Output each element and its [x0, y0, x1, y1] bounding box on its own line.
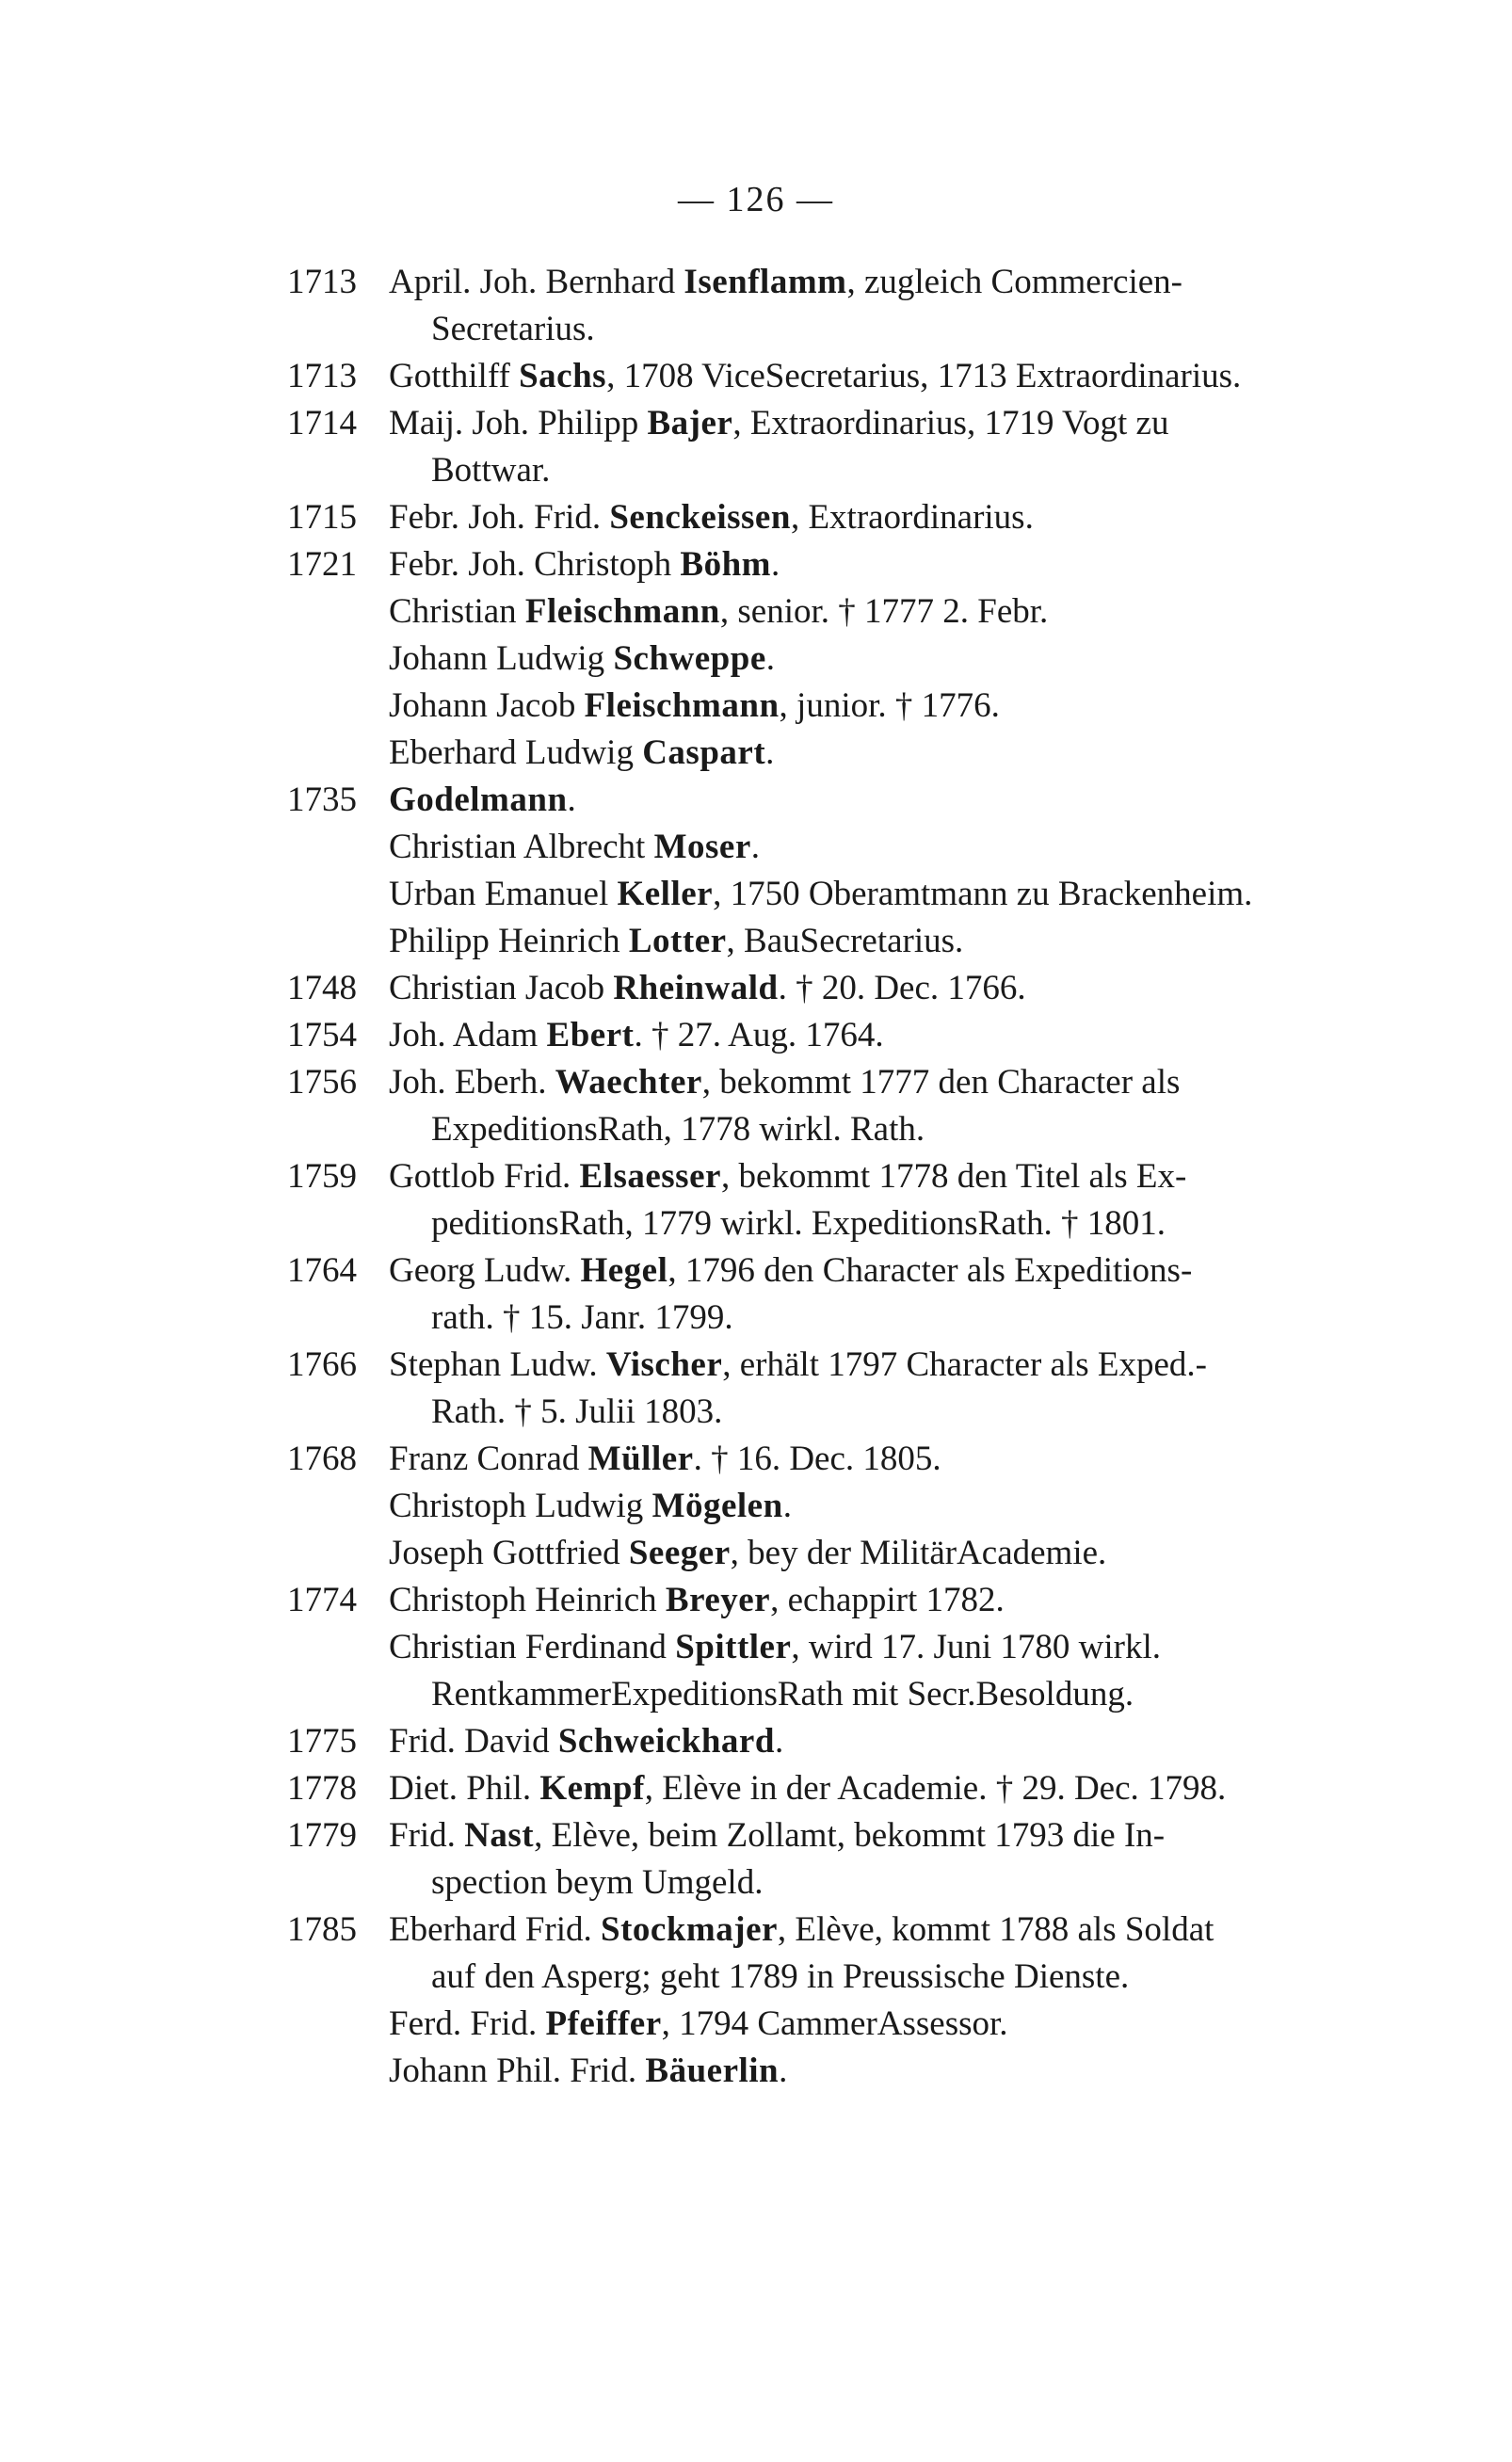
entry-year: 1766: [287, 1345, 357, 1384]
entry-line: [389, 871, 1445, 918]
register-entry: [287, 1765, 1445, 1812]
register-entry: [287, 1624, 1445, 1718]
entry-line: [389, 918, 1445, 965]
register-entry: [287, 1153, 1445, 1247]
entry-suffix-text: , zugleich Commercien-: [846, 263, 1182, 301]
entry-text: [389, 871, 1445, 918]
entry-year: 1785: [287, 1910, 357, 1949]
entry-suffix-text: .: [770, 545, 780, 584]
entry-prefix-text: Gotthilff: [389, 357, 520, 395]
entry-prefix-text: spection beym Umgeld.: [431, 1863, 764, 1902]
entry-prefix-text: Maij. Joh. Philipp: [389, 404, 648, 443]
register-entry: [287, 1247, 1445, 1342]
entry-line: [389, 1342, 1445, 1389]
entry-surname: Senckeissen: [609, 498, 791, 537]
page-number: — 126 —: [678, 180, 834, 219]
entry-prefix-text: Gottlob Frid.: [389, 1157, 580, 1196]
entry-surname: Böhm: [680, 545, 771, 584]
entry-list: [287, 259, 1445, 2095]
register-entry: [287, 1436, 1445, 1483]
register-entry: [287, 1577, 1445, 1624]
entry-text: [389, 1530, 1445, 1577]
register-entry: [287, 1718, 1445, 1765]
entry-suffix-text: , senior. † 1777 2. Febr.: [719, 592, 1049, 631]
entry-suffix-text: , bey der MilitärAcademie.: [730, 1534, 1107, 1572]
entry-year: 1754: [287, 1016, 357, 1054]
entry-prefix-text: Joseph Gottfried: [389, 1534, 629, 1572]
register-entry: [287, 730, 1445, 777]
entry-text: [389, 1907, 1445, 2001]
entry-surname: Stockmajer: [601, 1910, 778, 1949]
entry-suffix-text: , BauSecretarius.: [726, 922, 964, 960]
entry-year: 1714: [287, 404, 357, 443]
entry-surname: Müller: [587, 1440, 694, 1478]
entry-line: [389, 1907, 1445, 1954]
entry-line: [389, 1012, 1445, 1059]
entry-prefix-text: Georg Ludw.: [389, 1251, 581, 1290]
entry-year: 1713: [287, 263, 357, 301]
entry-year: 1721: [287, 545, 357, 584]
entry-line: [389, 824, 1445, 871]
entry-prefix-text: Ferd. Frid.: [389, 2004, 546, 2043]
entry-text: [389, 1718, 1445, 1765]
entry-prefix-text: Stephan Ludw.: [389, 1345, 606, 1384]
entry-prefix-text: Eberhard Frid.: [389, 1910, 602, 1949]
entry-prefix-text: auf den Asperg; geht 1789 in Preussische Dienste.: [431, 1957, 1130, 1996]
entry-prefix-text: Joh. Eberh.: [389, 1063, 555, 1102]
entry-year: 1715: [287, 498, 357, 537]
entry-prefix-text: Christian: [389, 592, 525, 631]
entry-text: [389, 400, 1445, 494]
entry-continuation-line: [389, 1954, 1445, 2001]
entry-surname: Fleischmann: [524, 592, 720, 631]
entry-prefix-text: Christoph Ludwig: [389, 1487, 652, 1525]
entry-suffix-text: , Elève in der Academie. † 29. Dec. 1798.: [644, 1769, 1227, 1808]
entry-line: [389, 1530, 1445, 1577]
register-entry: [287, 636, 1445, 683]
entry-prefix-text: ExpeditionsRath, 1778 wirkl. Rath.: [431, 1110, 925, 1149]
entry-text: [389, 730, 1445, 777]
entry-surname: Nast: [464, 1816, 535, 1855]
entry-surname: Vischer: [605, 1345, 723, 1384]
entry-text: [389, 918, 1445, 965]
entry-surname: Schweppe: [613, 639, 766, 678]
entry-suffix-text: , erhält 1797 Character als Exped.-: [722, 1345, 1207, 1384]
entry-surname: Kempf: [539, 1769, 645, 1808]
entry-continuation-line: [389, 447, 1445, 494]
register-entry: [287, 494, 1445, 541]
entry-line: [389, 1247, 1445, 1295]
register-entry: [287, 1012, 1445, 1059]
register-entry: [287, 2001, 1445, 2048]
entry-continuation-line: [389, 1106, 1445, 1153]
entry-prefix-text: Frid. David: [389, 1722, 558, 1761]
register-entry: [287, 1907, 1445, 2001]
entry-text: [389, 1012, 1445, 1059]
entry-line: [389, 541, 1445, 588]
entry-prefix-text: Febr. Joh. Christoph: [389, 545, 681, 584]
entry-surname: Keller: [617, 875, 714, 913]
entry-line: [389, 2001, 1445, 2048]
entry-surname: Sachs: [519, 357, 607, 395]
entry-text: [389, 777, 1445, 824]
entry-surname: Mögelen: [651, 1487, 783, 1525]
entry-suffix-text: , 1750 Oberamtmann zu Brackenheim.: [713, 875, 1253, 913]
entry-line: [389, 730, 1445, 777]
register-entry: [287, 683, 1445, 730]
entry-prefix-text: Eberhard Ludwig: [389, 733, 643, 772]
entry-text: [389, 1342, 1445, 1436]
entry-text: [389, 541, 1445, 588]
register-entry: [287, 588, 1445, 636]
register-entry: [287, 541, 1445, 588]
entry-suffix-text: .: [750, 828, 760, 866]
entry-year: 1735: [287, 780, 357, 819]
entry-surname: Pfeiffer: [545, 2004, 662, 2043]
entry-text: [389, 1436, 1445, 1483]
entry-suffix-text: .: [782, 1487, 792, 1525]
entry-suffix-text: . † 20. Dec. 1766.: [778, 969, 1026, 1007]
register-entry: [287, 1812, 1445, 1907]
entry-surname: Bajer: [647, 404, 733, 443]
entry-prefix-text: Urban Emanuel: [389, 875, 618, 913]
entry-suffix-text: , echappirt 1782.: [770, 1581, 1005, 1619]
entry-text: [389, 1577, 1445, 1624]
entry-suffix-text: , 1708 ViceSecretarius, 1713 Extraordinarius.: [606, 357, 1242, 395]
entry-surname: Godelmann: [389, 780, 568, 819]
entry-line: [389, 588, 1445, 636]
entry-line: [389, 1624, 1445, 1671]
entry-line: [389, 1483, 1445, 1530]
entry-text: [389, 353, 1445, 400]
entry-prefix-text: peditionsRath, 1779 wirkl. ExpeditionsRath. † 1801.: [431, 1204, 1166, 1243]
entry-text: [389, 1153, 1445, 1247]
register-entry: [287, 1530, 1445, 1577]
entry-year: 1768: [287, 1440, 357, 1478]
entry-year: 1775: [287, 1722, 357, 1761]
entry-text: [389, 1059, 1445, 1153]
entry-surname: Hegel: [580, 1251, 668, 1290]
entry-prefix-text: RentkammerExpeditionsRath mit Secr.Besoldung.: [431, 1675, 1134, 1714]
entry-continuation-line: [389, 306, 1445, 353]
entry-prefix-text: Johann Phil. Frid.: [389, 2052, 646, 2090]
entry-prefix-text: April. Joh. Bernhard: [389, 263, 684, 301]
entry-surname: Elsaesser: [579, 1157, 721, 1196]
entry-prefix-text: Febr. Joh. Frid.: [389, 498, 610, 537]
entry-line: [389, 1059, 1445, 1106]
entry-year: 1759: [287, 1157, 357, 1196]
entry-suffix-text: , 1796 den Character als Expeditions-: [668, 1251, 1193, 1290]
entry-surname: Moser: [653, 828, 751, 866]
entry-prefix-text: rath. † 15. Janr. 1799.: [431, 1298, 733, 1337]
entry-suffix-text: . † 16. Dec. 1805.: [693, 1440, 941, 1478]
entry-suffix-text: .: [567, 780, 576, 819]
entry-surname: Seeger: [628, 1534, 731, 1572]
entry-line: [389, 1812, 1445, 1859]
entry-prefix-text: Franz Conrad: [389, 1440, 588, 1478]
entry-suffix-text: .: [765, 733, 775, 772]
entry-text: [389, 965, 1445, 1012]
entry-year: 1748: [287, 969, 357, 1007]
entry-line: [389, 1765, 1445, 1812]
entry-text: [389, 494, 1445, 541]
entry-suffix-text: .: [774, 1722, 784, 1761]
entry-suffix-text: , Extraordinarius.: [790, 498, 1034, 537]
entry-text: [389, 1624, 1445, 1718]
entry-prefix-text: Joh. Adam: [389, 1016, 547, 1054]
entry-prefix-text: Johann Ludwig: [389, 639, 614, 678]
entry-text: [389, 1247, 1445, 1342]
entry-surname: Lotter: [628, 922, 727, 960]
entry-prefix-text: Christian Jacob: [389, 969, 614, 1007]
register-entry: [287, 824, 1445, 871]
register-entry: [287, 1483, 1445, 1530]
entry-continuation-line: [389, 1200, 1445, 1247]
register-entry: [287, 1059, 1445, 1153]
entry-prefix-text: Diet. Phil.: [389, 1769, 540, 1808]
entry-suffix-text: .: [779, 2052, 788, 2090]
entry-text: [389, 588, 1445, 636]
entry-surname: Bäuerlin: [645, 2052, 780, 2090]
entry-suffix-text: , bekommt 1777 den Character als: [701, 1063, 1181, 1102]
entry-line: [389, 400, 1445, 447]
entry-continuation-line: [389, 1389, 1445, 1436]
entry-text: [389, 824, 1445, 871]
entry-continuation-line: [389, 1671, 1445, 1718]
entry-prefix-text: Christoph Heinrich: [389, 1581, 666, 1619]
entry-text: [389, 683, 1445, 730]
entry-line: [389, 259, 1445, 306]
entry-year: 1779: [287, 1816, 357, 1855]
entry-prefix-text: Johann Jacob: [389, 686, 585, 725]
entry-suffix-text: .: [765, 639, 775, 678]
entry-continuation-line: [389, 1295, 1445, 1342]
entry-text: [389, 1765, 1445, 1812]
entry-year: 1774: [287, 1581, 357, 1619]
register-entry: [287, 1342, 1445, 1436]
entry-prefix-text: Secretarius.: [431, 310, 595, 348]
entry-suffix-text: . † 27. Aug. 1764.: [634, 1016, 884, 1054]
entry-text: [389, 636, 1445, 683]
entry-text: [389, 2001, 1445, 2048]
entry-prefix-text: Christian Ferdinand: [389, 1628, 676, 1666]
entry-suffix-text: , Elève, kommt 1788 als Soldat: [777, 1910, 1214, 1949]
entry-surname: Rheinwald: [613, 969, 779, 1007]
entry-continuation-line: [389, 1859, 1445, 1907]
entry-suffix-text: , wird 17. Juni 1780 wirkl.: [791, 1628, 1161, 1666]
entry-surname: Breyer: [665, 1581, 771, 1619]
entry-text: [389, 1483, 1445, 1530]
entry-suffix-text: , junior. † 1776.: [779, 686, 1000, 725]
entry-surname: Caspart: [642, 733, 766, 772]
register-entry: [287, 918, 1445, 965]
entry-line: [389, 1153, 1445, 1200]
entry-year: 1764: [287, 1251, 357, 1290]
entry-surname: Isenflamm: [684, 263, 847, 301]
register-entry: [287, 965, 1445, 1012]
entry-text: [389, 1812, 1445, 1907]
entry-suffix-text: , Elève, beim Zollamt, bekommt 1793 die In-: [534, 1816, 1166, 1855]
register-entry: [287, 777, 1445, 824]
entry-text: [389, 2048, 1445, 2095]
register-entry: [287, 353, 1445, 400]
entry-suffix-text: , Extraordinarius, 1719 Vogt zu: [732, 404, 1169, 443]
entry-year: 1778: [287, 1769, 357, 1808]
entry-prefix-text: Philipp Heinrich: [389, 922, 629, 960]
register-entry: [287, 259, 1445, 353]
entry-surname: Fleischmann: [584, 686, 780, 725]
entry-suffix-text: , bekommt 1778 den Titel als Ex-: [720, 1157, 1187, 1196]
register-entry: [287, 871, 1445, 918]
entry-line: [389, 494, 1445, 541]
entry-prefix-text: Christian Albrecht: [389, 828, 654, 866]
entry-surname: Spittler: [675, 1628, 792, 1666]
entry-line: [389, 1577, 1445, 1624]
entry-line: [389, 636, 1445, 683]
entry-suffix-text: , 1794 CammerAssessor.: [661, 2004, 1008, 2043]
entry-line: [389, 1436, 1445, 1483]
entry-line: [389, 777, 1445, 824]
register-entry: [287, 2048, 1445, 2095]
entry-text: [389, 259, 1445, 353]
entry-prefix-text: Frid.: [389, 1816, 465, 1855]
entry-surname: Waechter: [555, 1063, 702, 1102]
entry-line: [389, 2048, 1445, 2095]
entry-surname: Ebert: [546, 1016, 635, 1054]
entry-line: [389, 683, 1445, 730]
entry-prefix-text: Rath. † 5. Julii 1803.: [431, 1392, 723, 1431]
entry-surname: Schweickhard: [557, 1722, 775, 1761]
entry-line: [389, 965, 1445, 1012]
entry-prefix-text: Bottwar.: [431, 451, 551, 490]
register-entry: [287, 400, 1445, 494]
entry-year: 1713: [287, 357, 357, 395]
entry-line: [389, 353, 1445, 400]
entry-line: [389, 1718, 1445, 1765]
entry-year: 1756: [287, 1063, 357, 1102]
